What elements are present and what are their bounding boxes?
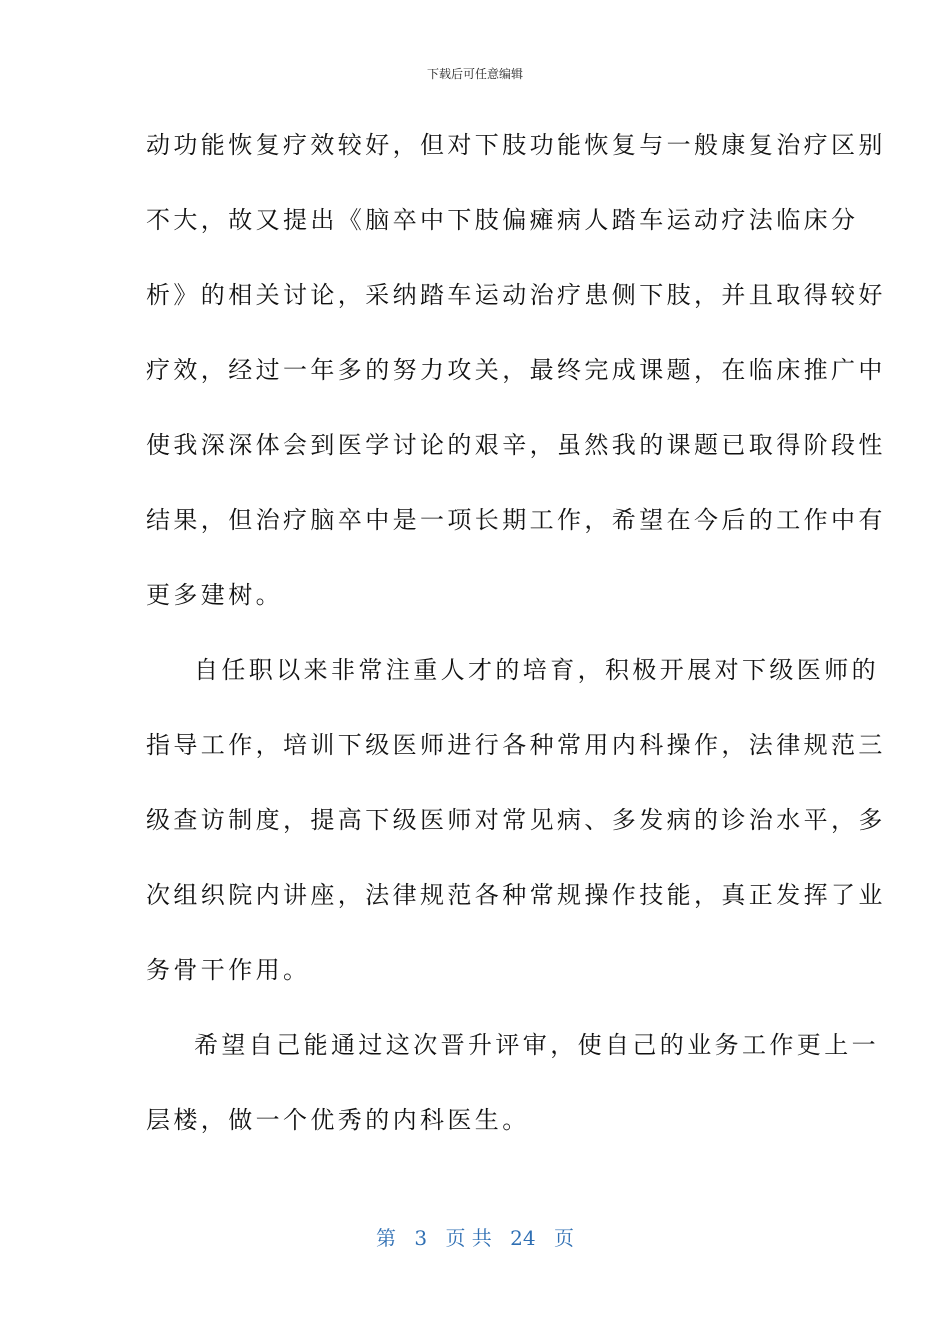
text-line: 使我深深体会到医学讨论的艰辛，虽然我的课题已取得阶段性 [146,431,886,459]
current-page-number: 3 [414,1226,428,1250]
page-header: 下载后可任意编辑 [426,67,523,81]
text-line: 不大，故又提出《脑卒中下肢偏瘫病人踏车运动疗法临床分 [146,206,859,234]
text-line: 自任职以来非常注重人才的培育，积极开展对下级医师的 [194,656,879,684]
total-page-count: 24 [510,1226,536,1250]
text-line: 析》的相关讨论，采纳踏车运动治疗患侧下肢，并且取得较好 [146,281,886,309]
text-line: 指导工作，培训下级医师进行各种常用内科操作，法律规范三 [146,731,886,759]
text-line: 级查访制度，提高下级医师对常见病、多发病的诊治水平，多 [146,806,886,834]
page-prefix: 第 [376,1226,396,1250]
text-line: 次组织院内讲座，法律规范各种常规操作技能，真正发挥了业 [146,881,886,909]
page-middle-text: 页 共 [445,1226,492,1250]
text-line: 动功能恢复疗效较好，但对下肢功能恢复与一般康复治疗区别 [146,131,886,159]
page-footer [0,1224,950,1252]
text-line: 务骨干作用。 [146,956,311,984]
paragraph-1 [146,120,886,645]
paragraph-3 [146,1020,879,1170]
paragraph-2 [146,645,886,1020]
page-suffix: 页 [553,1226,574,1250]
text-line: 结果，但治疗脑卒中是一项长期工作，希望在今后的工作中有 [146,506,886,534]
text-line: 层楼，做一个优秀的内科医生。 [146,1106,530,1134]
text-line: 更多建树。 [146,581,283,609]
text-line: 希望自己能通过这次晋升评审，使自己的业务工作更上一 [194,1031,879,1059]
text-line: 疗效，经过一年多的努力攻关，最终完成课题，在临床推广中 [146,356,886,384]
document-body [146,120,886,1170]
